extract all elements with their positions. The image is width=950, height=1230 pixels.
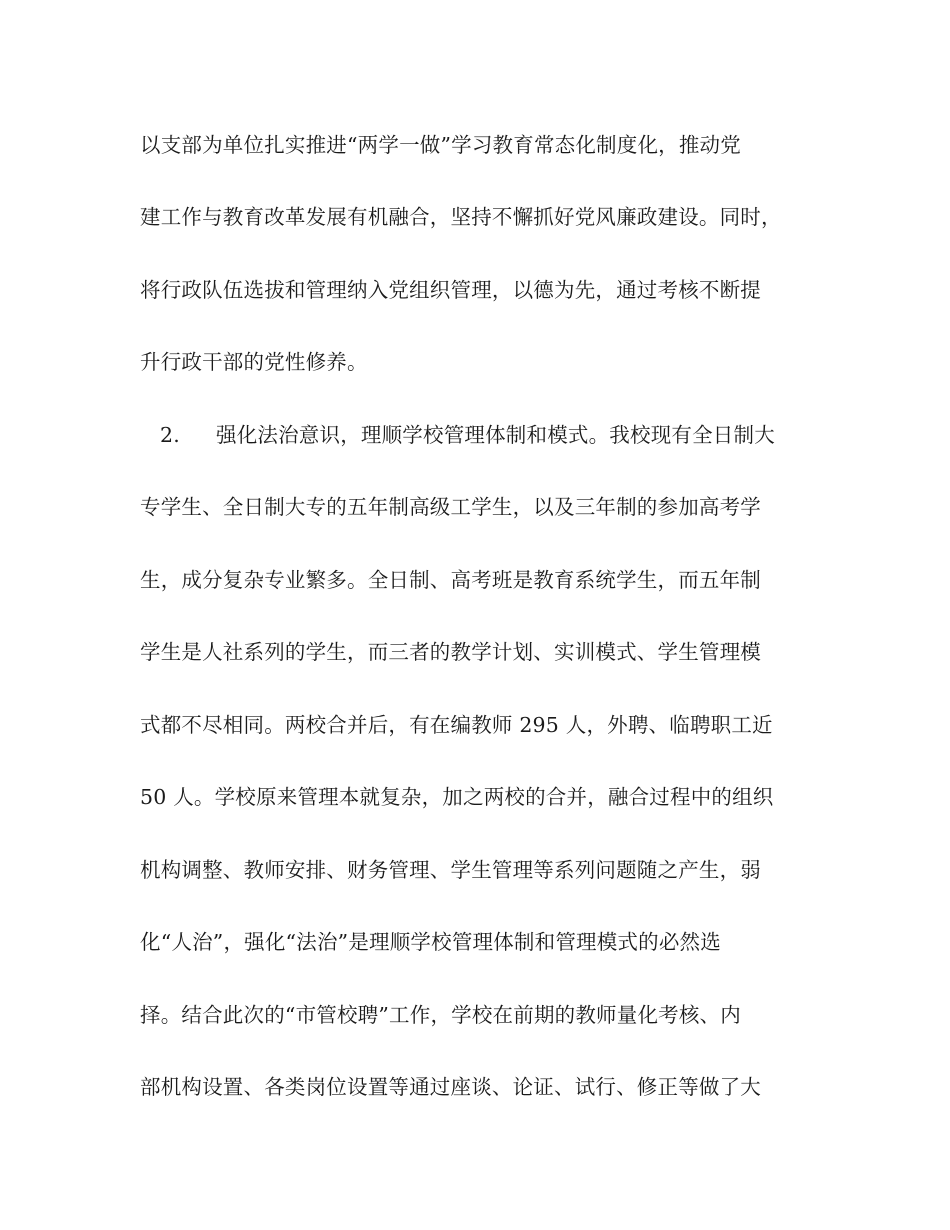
paragraph-1-line-4: 升行政干部的党性修养。: [140, 350, 368, 374]
paragraph-2-line-7: 机构调整、教师安排、财务管理、学生管理等系列问题随之产生，弱: [140, 858, 761, 882]
paragraph-2-line-5: 式都不尽相同。两校合并后，有在编教师 295 人，外聘、临聘职工近: [140, 713, 773, 737]
paragraph-2-line-10: 部机构设置、各类岗位设置等通过座谈、论证、试行、修正等做了大: [140, 1075, 761, 1099]
paragraph-2-line-9: 择。结合此次的“市管校聘”工作，学校在前期的教师量化考核、内: [140, 1003, 741, 1027]
paragraph-2-first-line-text: 强化法治意识，理顺学校管理体制和模式。我校现有全日制大: [216, 423, 775, 447]
paragraph-2-line-8: 化“人治”，强化“法治”是理顺学校管理体制和管理模式的必然选: [140, 930, 721, 954]
paragraph-1-line-2: 建工作与教育改革发展有机融合，坚持不懈抓好党风廉政建设。同时，: [140, 205, 782, 229]
paragraph-1-line-3: 将行政队伍选拔和管理纳入党组织管理，以德为先，通过考核不断提: [140, 278, 761, 302]
paragraph-2-line-6: 50 人。学校原来管理本就复杂，加之两校的合并，融合过程中的组织: [140, 785, 774, 809]
paragraph-2-line-3: 生，成分复杂专业繁多。全日制、高考班是教育系统学生，而五年制: [140, 568, 761, 592]
paragraph-2-line-1: [140, 421, 820, 449]
paragraph-2-line-4: 学生是人社系列的学生，而三者的教学计划、实训模式、学生管理模: [140, 640, 761, 664]
list-number: 2.: [160, 423, 180, 447]
paragraph-2-line-2: 专学生、全日制大专的五年制高级工学生，以及三年制的参加高考学: [140, 495, 761, 519]
paragraph-1-line-1: 以支部为单位扎实推进“两学一做”学习教育常态化制度化，推动党: [140, 133, 741, 157]
